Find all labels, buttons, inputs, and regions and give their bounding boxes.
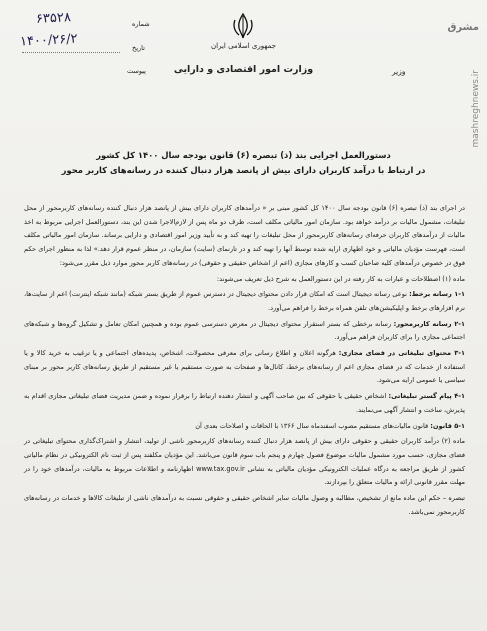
ministry-name: وزارت امور اقتصادی و دارایی — [173, 64, 314, 75]
article-1-heading: ماده (۱) اصطلاحات و عبارات به کار رفته در این دستورالعمل به شرح ذیل تعریف می‌شوند: — [216, 274, 465, 283]
article-2-note: تبصره – حکم این ماده مانع از تشخیص، مطالبه و وصول مالیات سایر اشخاص حقیقی و حقوقی نسبت به درآمدهای ناشی از تبلیغات کالاها و خدمات در رسانه‌های کاربرمحور نمی‌باشد. — [24, 494, 465, 516]
definition-4-text: اشخاص حقیقی یا حقوقی که بین صاحب آگهی و انتشار دهنده ارتباط را برقرار نموده و ضمن مدیریت فضای تبلیغاتی مجازی اقدام به پذیرش، ساخت و انتشار آگهی می‌نمایند. — [24, 392, 465, 414]
definition-1-text: نوعی رسانه دیجیتال است که امکان قرار دادن محتوای دیجیتال در دسترس عموم از طریق بستر شبکه (مانند شبکه اینترنت) اعم از سایت‌ها، نرم افزارهای برخط و اپلیکیشن‌های تلفن همراه برخط را فراهم می‌آورد. — [24, 290, 465, 312]
definition-5 — [24, 420, 465, 434]
iran-emblem-icon — [230, 12, 256, 40]
definition-4-term: ۴-۱ پیام گستر تبلیغاتی: — [388, 392, 465, 401]
definition-4 — [24, 390, 465, 417]
definition-3-text: هرگونه اعلان و اطلاع رسانی برای معرفی محصولات، اشخاص، پدیده‌های اجتماعی و یا ترغیب به خرید کالا و یا استفاده از خدمات که در فضای مجازی اعم از رسانه‌های برخط، کانال‌ها و صفحات به صورت مستقیم یا غیر مستقیم از طریق رسانه‌های کاربر محور بر مبنای سیاسی یا عمومی ارایه می‌شود. — [24, 349, 465, 385]
date-value: ۱۴۰۰/۲۶/۲ — [19, 31, 78, 50]
intro-paragraph: در اجرای بند (ذ) تبصره (۶) قانون بودجه سال ۱۴۰۰ کل کشور مبنی بر « درآمدهای کاربران دارای بیش از پانصد هزار دنبال کننده رسانه‌های کاربرمحور از محل تبلیغات، مشمول مالیات بر درآمد خواهد بود. سازمان امور مالیاتی مکلف است، ظرف دو ماه پس از لازم‌الاجرا شدن این بند، دستورالعمل اجرایی مربوط به اخذ مالیات از درآمدهای کاربران حرفه‌ای رسانه‌های کاربرمحور از محل تبلیغات را تهیه کند و به تأیید وزیر امور اقتصادی و دارایی برساند. سازمان امور مالیاتی مکلف است، فهرست مؤدیان مالیاتی و خود اظهاری ارایه شده توسط آنها را تهیه کند و در تارنمای (سایت) سازمان، در منظر عموم قرار دهد.» لذا به منظور اجرای حکم فوق در خصوص درآمدهای کلیه صاحبان کسب و کارهای مجازی (اعم از اشخاص حقیقی و حقوقی) در رسانه‌های کاربر محور موارد ذیل مقرر می‌شود: — [24, 204, 465, 267]
article-2-paragraph: ماده (۲) درآمد کاربران حقیقی و حقوقی دارای بیش از پانصد هزار دنبال کننده رسانه‌های کاربرمحور ناشی از تولید، انتشار و اشتراک‌گذاری محتوای تبلیغاتی در فضای مجازی، حسب مورد مشمول مالیات موضوع فصول چهارم و پنجم باب سوم قانون می‌باشد. این مؤدیان مکلفند پس از ثبت نام الکترونیکی در نظام مالیاتی کشور از طریق مراجعه به درگاه عملیات الکترونیکی مؤدیان مالیاتی به نشانی www.tax.gov.ir اظهارنامه و اطلاعات مربوط به مالیات، درآمدهای خود را در مهلت مقرر قانونی ارائه و مالیات متعلق را بپردازند. — [24, 437, 465, 487]
document-body — [24, 202, 465, 521]
definition-2 — [24, 318, 465, 345]
document-title-line1: دستورالعمل اجرایی بند (ذ) تبصره (۶) قانون بودجه سال ۱۴۰۰ کل کشور — [96, 150, 391, 160]
definition-2-term: ۲-۱ رسانه کاربرمحور: — [393, 319, 465, 328]
attachment-label: پیوست — [127, 67, 146, 75]
definition-3-term: ۳-۱ محتوای تبلیغاتی در فضای مجازی: — [338, 349, 465, 358]
watermark-site: mashreghnews.ir — [471, 70, 481, 148]
definition-1-term: ۱-۱ رسانه برخط: — [409, 290, 465, 299]
number-date-divider — [22, 52, 120, 53]
number-value: ۶۳۵۲۸ — [35, 10, 72, 27]
document-title-line2: در ارتباط با درآمد کاربران دارای بیش از پانصد هزار دنبال کننده در رسانه‌های کاربر محور — [61, 165, 426, 175]
definition-5-text: قانون مالیات‌های مستقیم مصوب اسفندماه سال ۱۳۶۶ با الحاقات و اصلاحات بعدی آن — [195, 421, 429, 430]
definition-1 — [24, 288, 465, 315]
definition-2-text: رسانه برخطی که بستر استقرار محتوای دیجیتال در معرض دسترسی عموم بوده و همچنین امکان تعامل و تشکیل گروه‌ها و شبکه‌های اجتماعی مجازی را برای کاربران فراهم می‌آورد. — [24, 319, 465, 342]
page-bottom-fade — [0, 600, 487, 631]
number-label: شماره — [132, 20, 150, 28]
definition-3 — [24, 347, 465, 388]
republic-label: جمهوری اسلامی ایران — [211, 42, 276, 50]
minister-label: وزیر — [392, 67, 406, 76]
definition-5-term: ۵-۱ قانون: — [430, 421, 465, 430]
watermark-logo: مشرق — [447, 22, 479, 33]
date-label: تاریخ — [132, 44, 145, 52]
